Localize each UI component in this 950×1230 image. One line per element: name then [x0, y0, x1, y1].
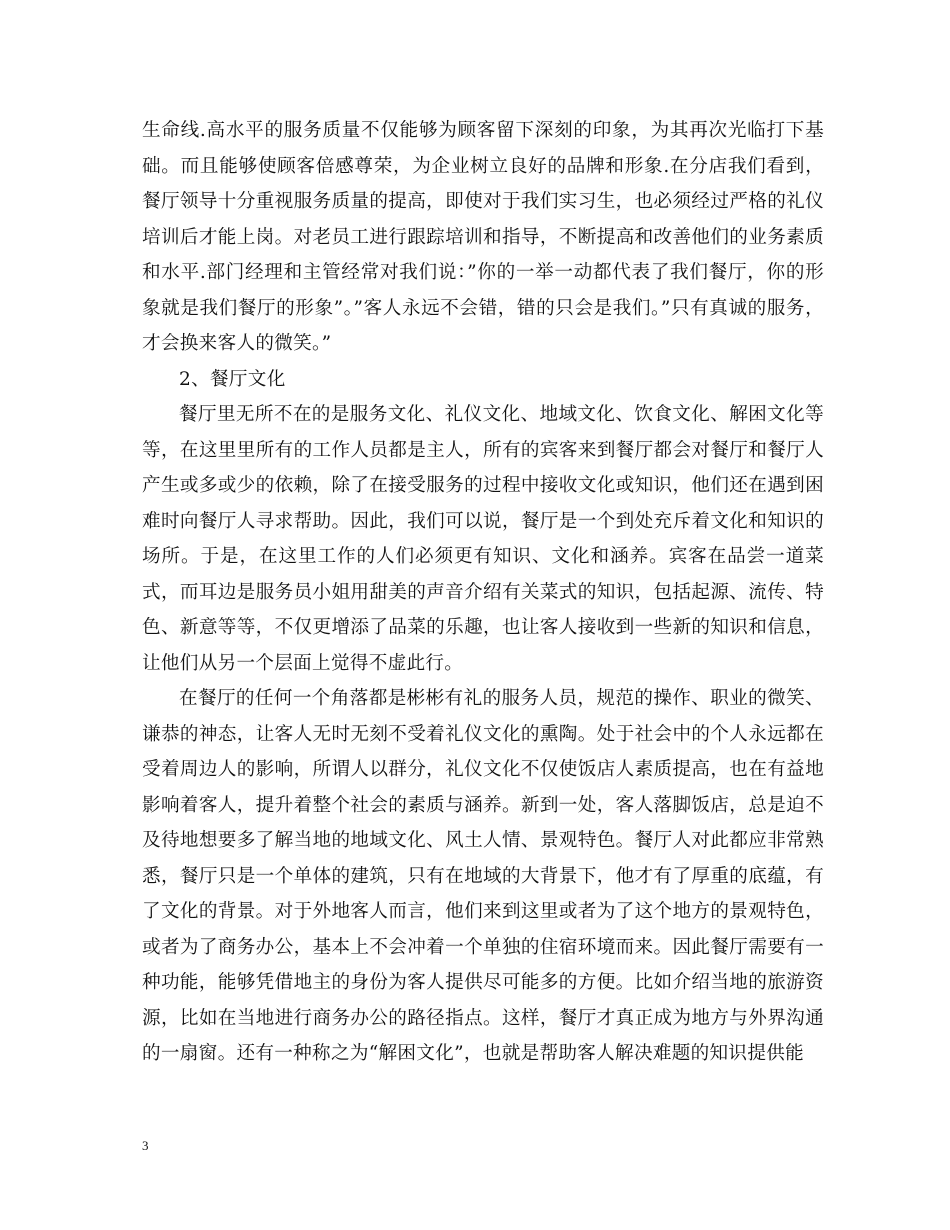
- paragraph-restaurant-culture: 餐厅里无所不在的是服务文化、礼仪文化、地域文化、饮食文化、解困文化等等，在这里里所有的工作人员都是主人，所有的宾客来到餐厅都会对餐厅和餐厅人产生或多或少的依赖，除了在接受服务的过程中接收文化或知识，他们还在遇到困难时向餐厅人寻求帮助。因此，我们可以说，餐厅是一个到处充斥着文化和知识的场所。于是，在这里工作的人们必须更有知识、文化和涵养。宾客在品尝一道菜式，而耳边是服务员小姐用甜美的声音介绍有关菜式的知识，包括起源、流传、特色、新意等等，不仅更增添了品菜的乐趣，也让客人接收到一些新的知识和信息，让他们从另一个层面上觉得不虚此行。: [142, 404, 824, 674]
- paragraph-etiquette-culture: 在餐厅的任何一个角落都是彬彬有礼的服务人员，规范的操作、职业的微笑、谦恭的神态，让客人无时无刻不受着礼仪文化的熏陶。处于社会中的个人永远都在受着周边人的影响，所谓人以群分，礼仪文化不仅使饭店人素质提高，也在有益地影响着客人，提升着整个社会的素质与涵养。新到一处，客人落脚饭店，总是迫不及待地想要多了解当地的地域文化、风土人情、景观特色。餐厅人对此都应非常熟悉，餐厅只是一个单体的建筑，只有在地域的大背景下，他才有了厚重的底蕴，有了文化的背景。对于外地客人而言，他们来到这里或者为了这个地方的景观特色，或者为了商务办公，基本上不会冲着一个单独的住宿环境而来。因此餐厅需要有一种功能，能够凭借地主的身份为客人提供尽可能多的方便。比如介绍当地的旅游资源，比如在当地进行商务办公的路径指点。这样，餐厅才真正成为地方与外界沟通的一扇窗。还有一种称之为“解困文化”，也就是帮助客人解决难题的知识提供能: [142, 688, 824, 1064]
- paragraph-service-quality: 生命线.高水平的服务质量不仅能够为顾客留下深刻的印象，为其再次光临打下基础。而且能够使顾客倍感尊荣，为企业树立良好的品牌和形象.在分店我们看到，餐厅领导十分重视服务质量的提高，即使对于我们实习生，也必须经过严格的礼仪培训后才能上岗。对老员工进行跟踪培训和指导，不断提高和改善他们的业务素质和水平.部门经理和主管经常对我们说：”你的一举一动都代表了我们餐厅，你的形象就是我们餐厅的形象”。”客人永远不会错，错的只会是我们。”只有真诚的服务，才会换来客人的微笑。”: [142, 120, 824, 354]
- section-heading-restaurant-culture: 2、餐厅文化: [179, 368, 286, 390]
- page-number: 3: [142, 1138, 149, 1153]
- document-body: [142, 113, 824, 1072]
